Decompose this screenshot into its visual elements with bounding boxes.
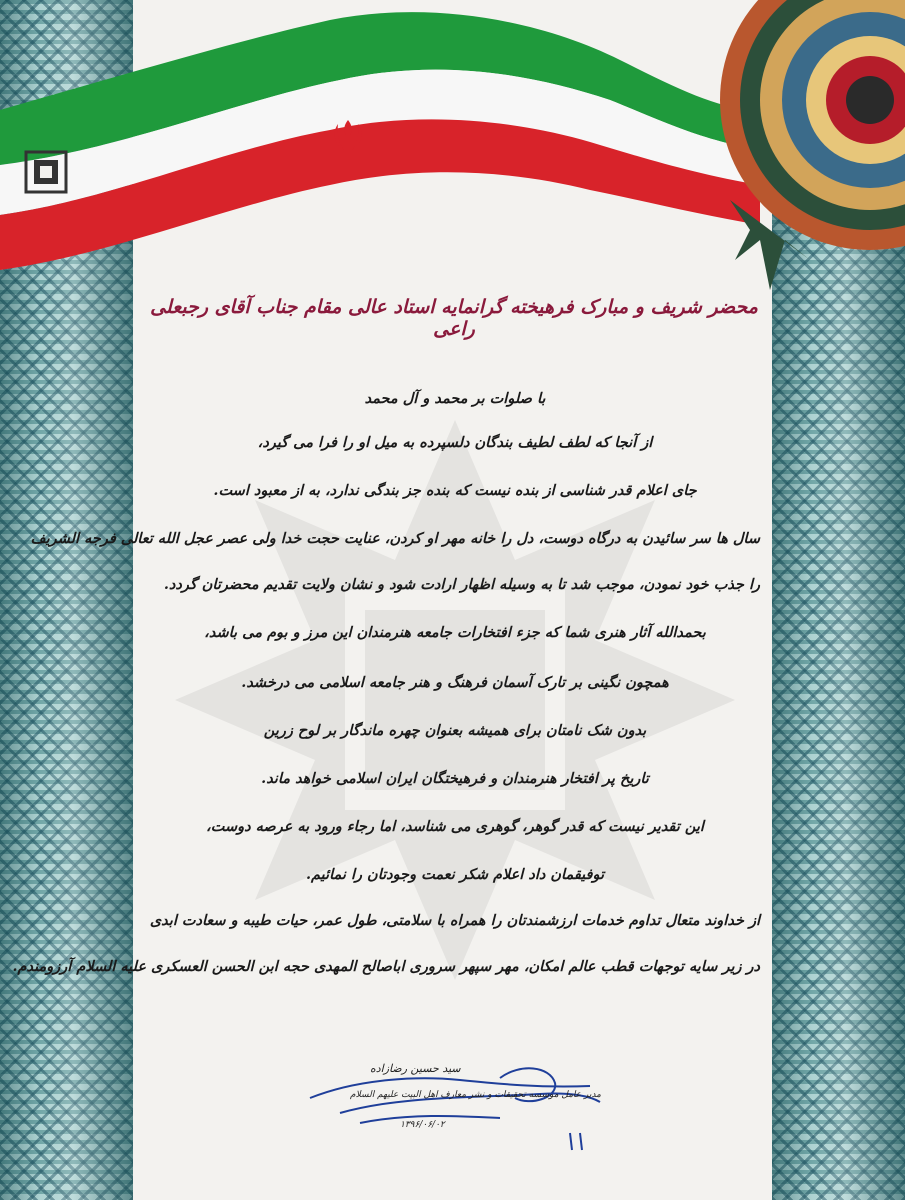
watermark-emblem <box>175 420 735 980</box>
islamic-rosette-ornament <box>690 0 905 300</box>
body-line: این تقدیر نیست که قدر گوهر، گوهری می شناسد، اما رجاء ورود به عرصه دوست، <box>206 818 704 835</box>
closing-line: در زیر سایه توجهات قطب عالم امکان، مهر سپهر سروری اباصالح المهدی حجه ابن الحسن العسکری علیه السلام آرزومندم. <box>12 958 760 975</box>
institute-logo-icon <box>22 148 70 196</box>
body-line: بحمدالله آثار هنری شما که جزء افتخارات جامعه هنرمندان این مرز و بوم می باشد، <box>204 624 706 641</box>
body-line: تاریخ پر افتخار هنرمندان و فرهیختگان ایران اسلامی خواهد ماند. <box>261 770 649 787</box>
certificate-heading: محضر شریف و مبارک فرهیخته گرانمایه استاد عالی مقام جناب آقای رجبعلی راعی <box>150 296 758 340</box>
signature-date: ۱۳۹۶/۰۶/۰۲ <box>400 1120 445 1130</box>
body-line: از آنجا که لطف لطیف بندگان دلسپرده به میل او را فرا می گیرد، <box>257 434 653 451</box>
signatory-name: سید حسین رضازاده <box>370 1062 461 1075</box>
body-line: توفیقمان داد اعلام شکر نعمت وجودتان را نمائیم. <box>305 866 604 883</box>
body-line: را جذب خود نمودن، موجب شد تا به وسیله اظهار ارادت شود و نشان ولایت تقدیم محضرتان گردد. <box>163 576 760 593</box>
body-line: همچون نگینی بر تارک آسمان فرهنگ و هنر جامعه اسلامی می درخشد. <box>241 674 669 691</box>
salutation-line: با صلوات بر محمد و آل محمد <box>364 390 546 407</box>
body-line: سال ها سر سائیدن به درگاه دوست، دل را خانه مهر او کردن، عنایت حجت خدا ولی عصر عجل الله تعالی فرجه الشریف <box>30 530 760 547</box>
body-line: جای اعلام قدر شناسی از بنده نیست که بنده جز بندگی ندارد، به از معبود است. <box>213 482 697 499</box>
signatory-title: مدیر عامل موسسه تحقیقات و نشر معارف اهل البیت علیهم السلام <box>350 1090 602 1100</box>
iran-flag-ribbon <box>0 0 760 270</box>
body-line: از خداوند متعال تداوم خدمات ارزشمندتان را همراه با سلامتی، طول عمر، حیات طیبه و سعادت ابدی <box>149 912 760 929</box>
body-line: بدون شک نامتان برای همیشه بعنوان چهره ماندگار بر لوح زرین <box>263 722 647 739</box>
